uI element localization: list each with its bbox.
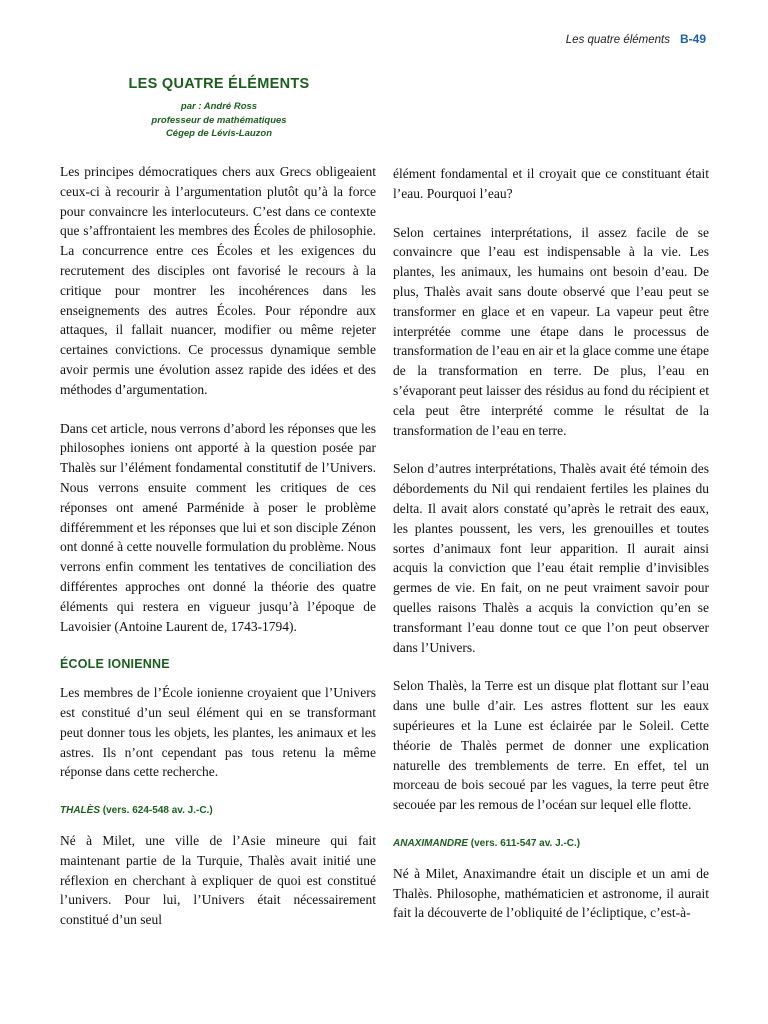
subsection-heading-anaximandre xyxy=(393,834,709,854)
title-block xyxy=(60,76,378,141)
paragraph: élément fondamental et il croyait que ce constituant était l’eau. Pourquoi l’eau? xyxy=(393,166,709,201)
subsection-heading-thales xyxy=(60,801,376,821)
left-column xyxy=(60,162,376,949)
paragraph: Selon certaines interprétations, il assez facile de se convaincre que l’eau est indispensable à la vie. Les plantes, les animaux, les humains ont besoin d’eau. De plus, Thalès avait sans doute observé que l’eau peut se transformer en glace et en vapeur. La vapeur peut être interprétée comme une étape dans le processus de transformation de l’eau en air et la glace comme une étape de la transformation en terre. De plus, l’eau en s’évaporant peut laisser des résidus au fond du récipient et cela peut être interprété comme le résultat de la transformation de l’eau en terre. xyxy=(393,224,709,438)
running-head xyxy=(566,32,706,46)
byline-institution: Cégep de Lévis-Lauzon xyxy=(165,128,273,139)
paragraph: Selon d’autres interprétations, Thalès avait été témoin des débordements du Nil qui rendaient fertiles les plaines du delta. Il avait alors constaté qu’après le retrait des eaux, les plantes poussent, les vers, les grenouilles et toutes sortes d’animaux font leur apparition. Il aurait ainsi acquis la conviction que l’eau était remplie d’invisibles germes de vie. En fait, on ne peut vraiment savoir pour quelles raisons Thalès a acquis la conviction qu’en se transformant l’eau donne tout ce que l’on peut observer dans l’Univers. xyxy=(393,461,709,655)
page-number: B-49 xyxy=(679,32,706,46)
paragraph: Les principes démocratiques chers aux Grecs obligeaient ceux-ci à recourir à l’argumentation plutôt qu’à la force pour convaincre les interlocuteurs. C’est dans ce contexte que s’affrontaient les membres des Écoles de philosophie. La concurrence entre ces Écoles et les exigences du recrutement des disciples ont favorisé le recours à la critique pour montrer les incohérences dans les enseignements des autres Écoles. Pour répondre aux attaques, il fallait nuancer, modifier ou même rejeter certaines convictions. Ce processus dynamique semble avoir permis une évolution assez rapide des idées et des méthodes d’argumentation. xyxy=(60,164,376,397)
philosopher-name: THALÈS xyxy=(60,805,100,817)
running-title: Les quatre éléments xyxy=(565,34,670,46)
philosopher-dates: (vers. 624-548 av. J.-C.) xyxy=(100,805,213,817)
right-column xyxy=(393,164,709,942)
section-heading: ÉCOLE IONIENNE xyxy=(60,657,170,672)
article-title: LES QUATRE ÉLÉMENTS xyxy=(128,76,310,92)
byline-role: professeur de mathématiques xyxy=(151,114,287,126)
paragraph: Dans cet article, nous verrons d’abord les réponses que les philosophes ioniens ont apporté à la question posée par Thalès sur l’élément fondamental constitutif de l’Univers. Nous verrons ensuite comment les critiques de ces réponses ont amené Parménide à poser le problème différemment et les réponses que lui et son disciple Zénon ont donné à cette nouvelle formulation du problème. Nous verrons enfin comment les tentatives de conciliation des différentes approches ont donné la théorie des quatre éléments qui restera en vigueur jusqu’à l’époque de Lavoisier (Antoine Laurent de, 1743-1794). xyxy=(60,420,376,634)
paragraph: Né à Milet, Anaximandre était un disciple et un ami de Thalès. Philosophe, mathématicien et astronome, il aurait fait la découverte de l’obliquité de l’écliptique, c’est-à- xyxy=(393,865,709,921)
byline-author: par : André Ross xyxy=(180,101,258,112)
paragraph: Né à Milet, une ville de l’Asie mineure qui fait maintenant partie de la Turquie, Thalès avait initié une réflexion en cherchant à expliquer de quoi est constitué l’univers. Pour lui, l’Univers était nécessairement constitué d’un seul xyxy=(60,832,376,928)
paragraph: Les membres de l’École ionienne croyaient que l’Univers est constitué d’un seul élément qui en se transformant peut donner tous les objets, les plantes, les animaux et les astres. Ils n’ont cependant pas tous retenu la même réponse dans cette recherche. xyxy=(60,685,376,780)
philosopher-name: ANAXIMANDRE xyxy=(393,837,468,849)
philosopher-dates: (vers. 611-547 av. J.-C.) xyxy=(468,837,581,849)
paragraph: Selon Thalès, la Terre est un disque plat flottant sur l’eau dans une bulle d’air. Les astres flottent sur les eaux supérieures et la Lune est éclairée par le Soleil. Cette théorie de Thalès permet de donner une explication naturelle des tremblements de terre. En effet, tel un morceau de bois secoué par les vagues, la terre peut être secouée par les remous de l’océan sur lequel elle flotte. xyxy=(393,678,709,813)
